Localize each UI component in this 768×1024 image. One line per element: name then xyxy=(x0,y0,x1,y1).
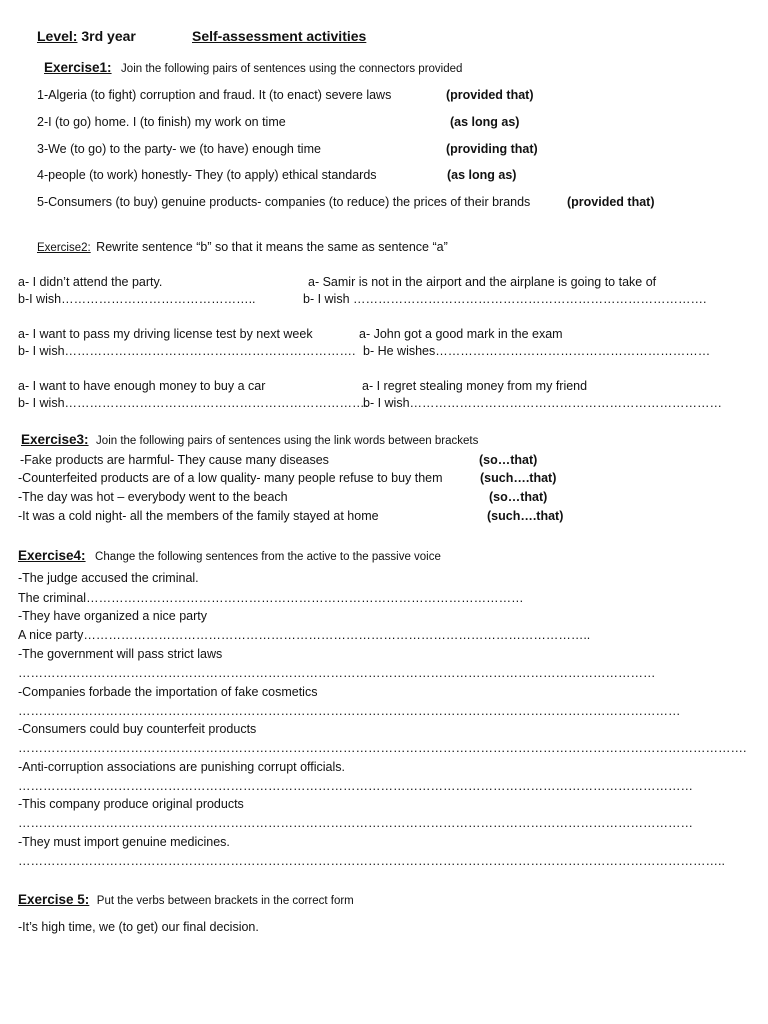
exercise4-answer-line-3: ……………………………………………………………………………………………………………………………………… xyxy=(18,666,656,680)
exercise3-item-2: -Counterfeited products are of a low quality- many people refuse to buy them xyxy=(18,471,443,485)
exercise1-item-1: 1-Algeria (to fight) corruption and fraud. It (to enact) severe laws xyxy=(37,88,392,102)
exercise3-item-4: -It was a cold night- all the members of the family stayed at home xyxy=(18,509,379,523)
exercise3-instruction: Join the following pairs of sentences using the link words between brackets xyxy=(96,435,479,447)
exercise1-heading xyxy=(44,60,462,77)
exercise2-right-3-b: b- I wish………………………………………………………………… xyxy=(363,396,723,410)
exercise4-sentence-8: -They must import genuine medicines. xyxy=(18,835,230,849)
exercise1-connector-5: (provided that) xyxy=(567,195,655,209)
exercise2-right-1-b: b- I wish …………………………………………………………………………. xyxy=(303,292,707,306)
exercise5-title: Exercise 5: xyxy=(18,892,90,907)
exercise4-answer-line-8: …………………………………………………………………………………………………………………………………………………….. xyxy=(18,854,725,868)
exercise3-item-3: -The day was hot – everybody went to the beach xyxy=(18,490,288,504)
exercise1-item-2: 2-I (to go) home. I (to finish) my work on time xyxy=(37,115,286,129)
exercise1-item-5: 5-Consumers (to buy) genuine products- companies (to reduce) the prices of their brands xyxy=(37,195,531,209)
exercise3-connector-2: (such….that) xyxy=(480,471,557,485)
exercise4-sentence-6: -Anti-corruption associations are punishing corrupt officials. xyxy=(18,760,346,774)
exercise3-heading xyxy=(21,432,478,449)
level-row xyxy=(37,28,136,44)
exercise4-answer-line-7: ……………………………………………………………………………………………………………………………………………… xyxy=(18,816,693,830)
exercise4-heading xyxy=(18,548,441,565)
exercise4-answer-line-1: The criminal…………………………………………………………………………………………… xyxy=(18,591,524,605)
exercise1-connector-1: (provided that) xyxy=(446,88,534,102)
exercise3-connector-3: (so…that) xyxy=(489,490,548,504)
exercise4-sentence-7: -This company produce original products xyxy=(18,797,244,811)
exercise1-title: Exercise1: xyxy=(44,60,112,75)
exercise5-instruction: Put the verbs between brackets in the correct form xyxy=(96,895,354,907)
exercise3-connector-1: (so…that) xyxy=(479,453,538,467)
exercise2-left-1-a: a- I didn’t attend the party. xyxy=(18,275,163,289)
exercise4-sentence-4: -Companies forbade the importation of fake cosmetics xyxy=(18,685,318,699)
exercise4-answer-line-2: A nice party………………………………………………………………………………………………………….. xyxy=(18,628,591,642)
exercise1-connector-3: (providing that) xyxy=(446,142,538,156)
page-title: Self-assessment activities xyxy=(192,28,367,44)
exercise2-left-2-b: b- I wish……………………………………………………………. xyxy=(18,344,356,358)
exercise1-item-3: 3-We (to go) to the party- we (to have) enough time xyxy=(37,142,321,156)
exercise2-right-3-a: a- I regret stealing money from my friend xyxy=(362,379,588,393)
exercise2-left-2-a: a- I want to pass my driving license test by next week xyxy=(18,327,313,341)
exercise1-item-4: 4-people (to work) honestly- They (to apply) ethical standards xyxy=(37,168,377,182)
level-value: 3rd year xyxy=(81,28,136,44)
exercise2-left-1-b: b-I wish……………………………………….. xyxy=(18,292,256,306)
exercise2-instruction: Rewrite sentence “b” so that it means the same as sentence “a” xyxy=(96,240,448,254)
exercise4-sentence-3: -The government will pass strict laws xyxy=(18,647,223,661)
exercise4-answer-line-4: …………………………………………………………………………………………………………………………………………… xyxy=(18,704,681,718)
exercise2-right-2-a: a- John got a good mark in the exam xyxy=(359,327,563,341)
exercise2-left-3-b: b- I wish………………………………………………………………. xyxy=(18,396,369,410)
exercise3-item-1: -Fake products are harmful- They cause many diseases xyxy=(20,453,329,467)
exercise4-sentence-2: -They have organized a nice party xyxy=(18,609,207,623)
exercise5-item-1: -It’s high time, we (to get) our final decision. xyxy=(18,920,259,934)
level-label: Level: xyxy=(37,28,78,44)
exercise2-title: Exercise2: xyxy=(37,242,91,254)
exercise4-title: Exercise4: xyxy=(18,548,86,563)
exercise2-right-2-b: b- He wishes………………………………………………………… xyxy=(363,344,711,358)
exercise4-instruction: Change the following sentences from the active to the passive voice xyxy=(95,551,441,563)
exercise5-heading xyxy=(18,892,354,909)
exercise2-left-3-a: a- I want to have enough money to buy a car xyxy=(18,379,266,393)
exercise1-connector-2: (as long as) xyxy=(450,115,520,129)
exercise3-connector-4: (such….that) xyxy=(487,509,564,523)
exercise4-answer-line-6: ……………………………………………………………………………………………………………………………………………… xyxy=(18,779,693,793)
exercise1-connector-4: (as long as) xyxy=(447,168,517,182)
exercise1-instruction: Join the following pairs of sentences using the connectors provided xyxy=(121,63,463,75)
exercise4-answer-line-5: …………………………………………………………………………………………………………………………………………………………. xyxy=(18,741,747,755)
exercise4-sentence-1: -The judge accused the criminal. xyxy=(18,571,199,585)
exercise2-right-1-a: a- Samir is not in the airport and the airplane is going to take of xyxy=(308,275,657,289)
exercise4-sentence-5: -Consumers could buy counterfeit products xyxy=(18,722,257,736)
exercise2-heading xyxy=(37,239,448,256)
exercise3-title: Exercise3: xyxy=(21,432,89,447)
